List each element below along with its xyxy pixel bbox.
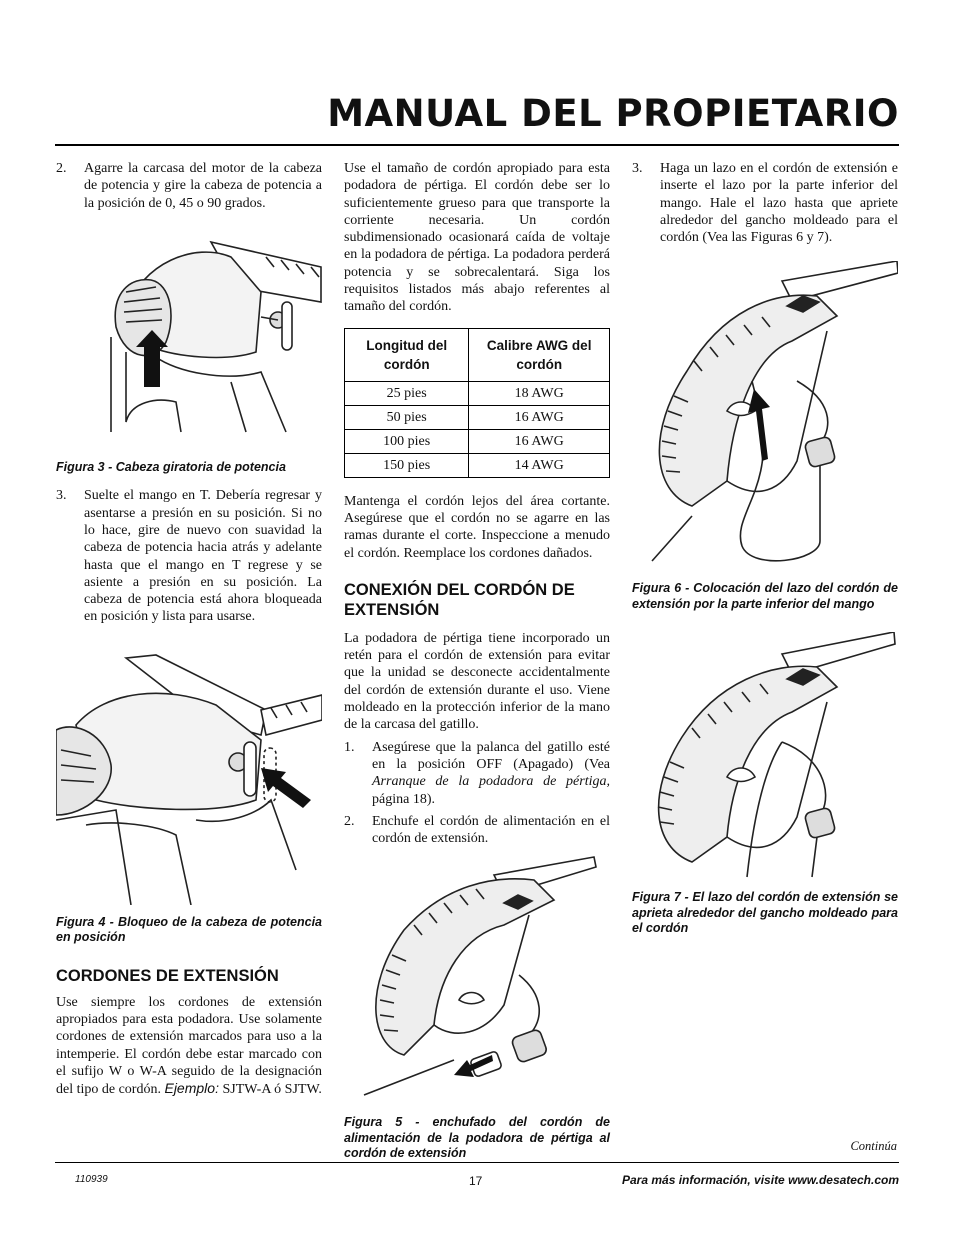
footer-rule bbox=[55, 1162, 899, 1163]
cords-paragraph: Use siempre los cordones de extensión apropiados para esta podadora. Use solamente cordones de extensión marcados para uso a la intemperie. El cordón debe estar marcado con el sufijo W o W-A seguido de la designación del tipo de cordón. Ejemplo: SJTW-A ó SJTW. bbox=[56, 994, 322, 1098]
table-header-row bbox=[345, 328, 610, 381]
connection-heading: CONEXIÓN DEL CORDÓN DE EXTENSIÓN bbox=[344, 580, 575, 619]
table-header-gauge: Calibre AWG del cordón bbox=[469, 328, 610, 381]
column-2 bbox=[344, 160, 610, 1162]
figure-6-caption: Figura 6 - Colocación del lazo del cordón de extensión por la parte inferior del mango bbox=[632, 581, 898, 611]
figure-5-caption: Figura 5 - enchufado del cordón de alimentación de la podadora de pértiga al cordón de extensión bbox=[344, 1115, 610, 1161]
cords-heading: CORDONES DE EXTENSIÓN bbox=[56, 966, 279, 985]
table-header-length: Longitud del cordón bbox=[345, 328, 469, 381]
table-row: 100 pies 16 AWG bbox=[345, 429, 610, 453]
column-1 bbox=[56, 160, 322, 1099]
table-row: 150 pies 14 AWG bbox=[345, 453, 610, 477]
figure-7-cord-tightened-illustration bbox=[632, 632, 898, 882]
figure-4-caption: Figura 4 - Bloqueo de la cabeza de potencia en posición bbox=[56, 914, 322, 945]
doc-number: 110939 bbox=[75, 1174, 108, 1185]
step-3-loop: 3. Haga un lazo en el cordón de extensión e inserte el lazo por la parte inferior del mango. Hale el lazo hasta que apriete alrededor del gancho moldeado para el cordón (Vea las Figuras 6 y 7). bbox=[632, 161, 898, 246]
figure-7-caption: Figura 7 - El lazo del cordón de extensión se aprieta alrededor del gancho moldeado para el cordón bbox=[632, 890, 898, 936]
page-title: MANUAL DEL PROPIETARIO bbox=[327, 92, 899, 135]
table-row: 50 pies 16 AWG bbox=[345, 405, 610, 429]
figure-4-head-lock-illustration bbox=[56, 650, 322, 905]
page-header bbox=[55, 92, 899, 146]
footer-info: Para más información, visite www.desatech.com bbox=[622, 1173, 899, 1187]
figure-3-caption: Figura 3 - Cabeza giratoria de potencia bbox=[56, 459, 286, 474]
table-row: 25 pies 18 AWG bbox=[345, 381, 610, 405]
step-3: 3. Suelte el mango en T. Debería regresar y asentarse a presión en su posición. Si no lo hace, gire de nuevo con suavidad la cabeza de potencia hacia atrás y adelante hasta que el mango en T regrese y se asiente a presión en su posición. La cabeza de potencia está ahora bloqueada en posición y lista para usarse. bbox=[56, 488, 322, 625]
cord-size-intro: Use el tamaño de cordón apropiado para esta podadora de pértiga. El cordón debe ser lo suficientemente grueso para que transporte la corriente necesaria. Un cordón subdimensionado ocasionará caída de voltaje en la podadora de pértiga. La podadora perderá potencia y se sobrecalentará. Siga los requisitos listados más abajo referentes al tamaño del cordón. bbox=[344, 161, 610, 315]
figure-5-plugging-cord-illustration bbox=[344, 855, 610, 1105]
step-2: 2. Agarre la carcasa del motor de la cabeza de potencia y gire la cabeza de potencia a la posición de 0, 45 o 90 grados. bbox=[56, 161, 322, 211]
figure-6-cord-loop-illustration bbox=[632, 261, 898, 571]
continued-note: Continúa bbox=[850, 1139, 897, 1153]
figure-3-power-head-illustration bbox=[56, 232, 322, 442]
step-2-plug: 2. Enchufe el cordón de alimentación en el cordón de extensión. bbox=[344, 813, 610, 847]
keep-away-paragraph: Mantenga el cordón lejos del área cortante. Asegúrese que el cordón no se agarre en las ramas durante el corte. Inspeccione a menudo el cordón. Reemplace los cordones dañados. bbox=[344, 493, 610, 561]
connection-paragraph: La podadora de pértiga tiene incorporado un retén para el cordón de extensión para evitar que la unidad se desconecte accidentalmente del cordón de extensión durante el uso. Viene moldeado en la protección inferior de la mano de la carcasa del gatillo. bbox=[344, 630, 610, 733]
column-3 bbox=[632, 160, 898, 937]
cord-size-table bbox=[344, 328, 610, 478]
step-1: 1. Asegúrese que la palanca del gatillo esté en la posición OFF (Apagado) (Vea Arranque de la podadora de pértiga, página 18). bbox=[344, 739, 610, 807]
page-number: 17 bbox=[469, 1174, 483, 1188]
